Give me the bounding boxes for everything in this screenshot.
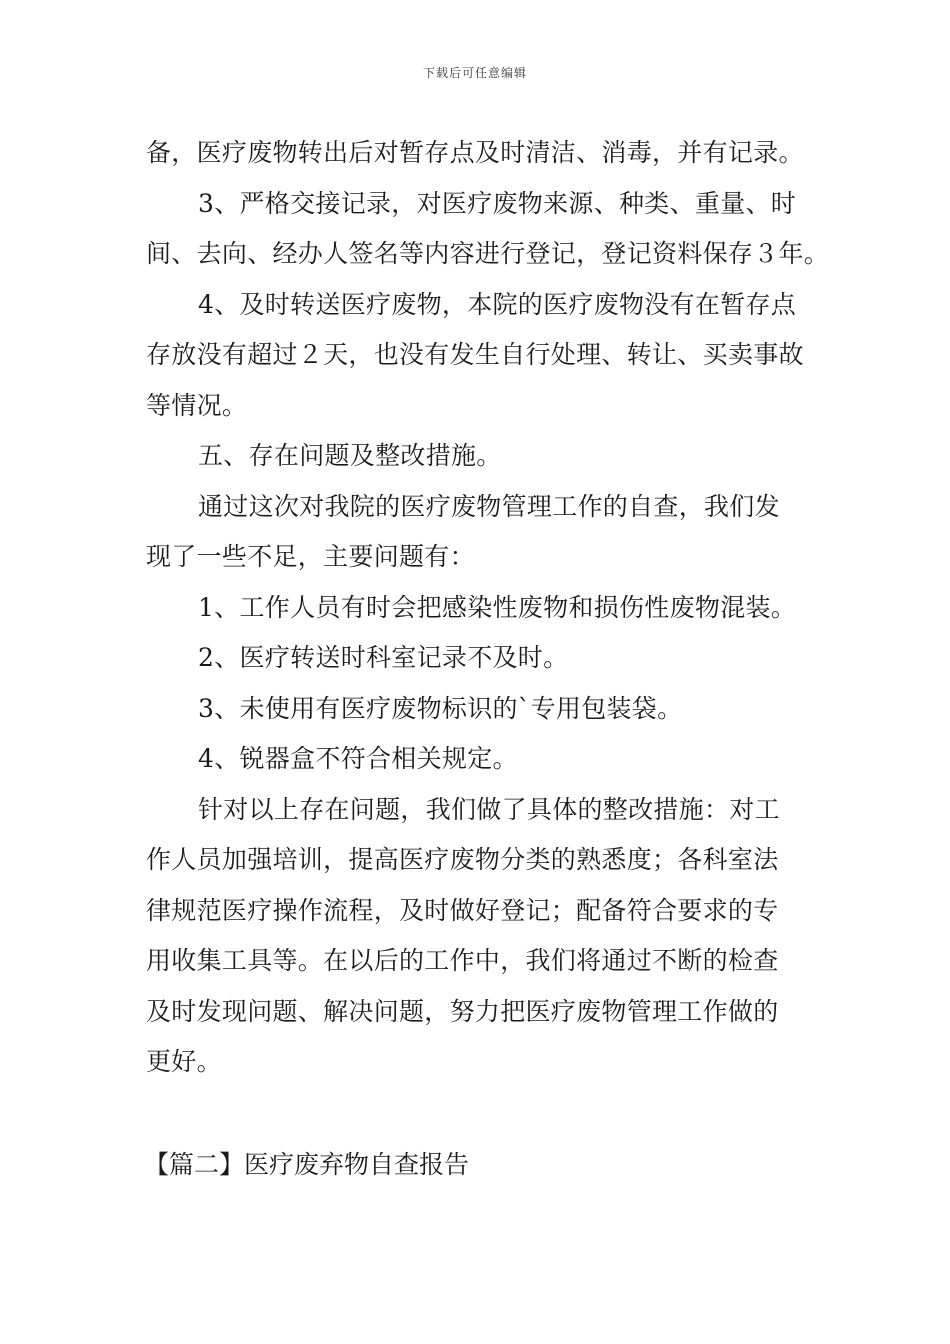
list-item: 1、工作人员有时会把感染性废物和损伤性废物混装。 <box>198 592 797 622</box>
text-line: 4、及时转送医疗废物，本院的医疗废物没有在暂存点 <box>198 289 797 319</box>
text-line: 等情况。 <box>146 390 248 420</box>
text-line: 3、严格交接记录，对医疗废物来源、种类、重量、时 <box>198 188 797 218</box>
text-line: 及时发现问题、解决问题，努力把医疗废物管理工作做的 <box>146 996 779 1026</box>
text-line: 更好。 <box>146 1047 222 1076</box>
text-line: 作人员加强培训，提高医疗废物分类的熟悉度；各科室法 <box>146 845 779 874</box>
text-line: 律规范医疗操作流程，及时做好登记；配备符合要求的专 <box>146 895 779 925</box>
section-title: 【篇二】医疗废弃物自查报告 <box>144 1149 470 1179</box>
text-line: 存放没有超过２天，也没有发生自行处理、转让、买卖事故 <box>146 340 804 369</box>
list-item: 3、未使用有医疗废物标识的`专用包装袋。 <box>198 693 683 723</box>
text-line: 通过这次对我院的医疗废物管理工作的自查，我们发 <box>198 491 780 521</box>
section-spacer <box>146 1088 826 1140</box>
text-line: 用收集工具等。在以后的工作中，我们将通过不断的检查 <box>146 946 779 975</box>
text-line: 针对以上存在问题，我们做了具体的整改措施：对工 <box>198 794 780 824</box>
text-line: 间、去向、经办人签名等内容进行登记，登记资料保存３年。 <box>146 239 830 268</box>
text-line: 现了一些不足，主要问题有： <box>146 542 475 571</box>
section-heading-line: 五、存在问题及整改措施。 <box>198 441 502 470</box>
text-line: 备，医疗废物转出后对暂存点及时清洁、消毒，并有记录。 <box>146 138 804 167</box>
list-item: 4、锐器盒不符合相关规定。 <box>198 744 518 773</box>
page-header: 下载后可任意编辑 <box>422 66 527 80</box>
document-body <box>144 128 830 1190</box>
list-item: 2、医疗转送时科室记录不及时。 <box>198 643 569 672</box>
